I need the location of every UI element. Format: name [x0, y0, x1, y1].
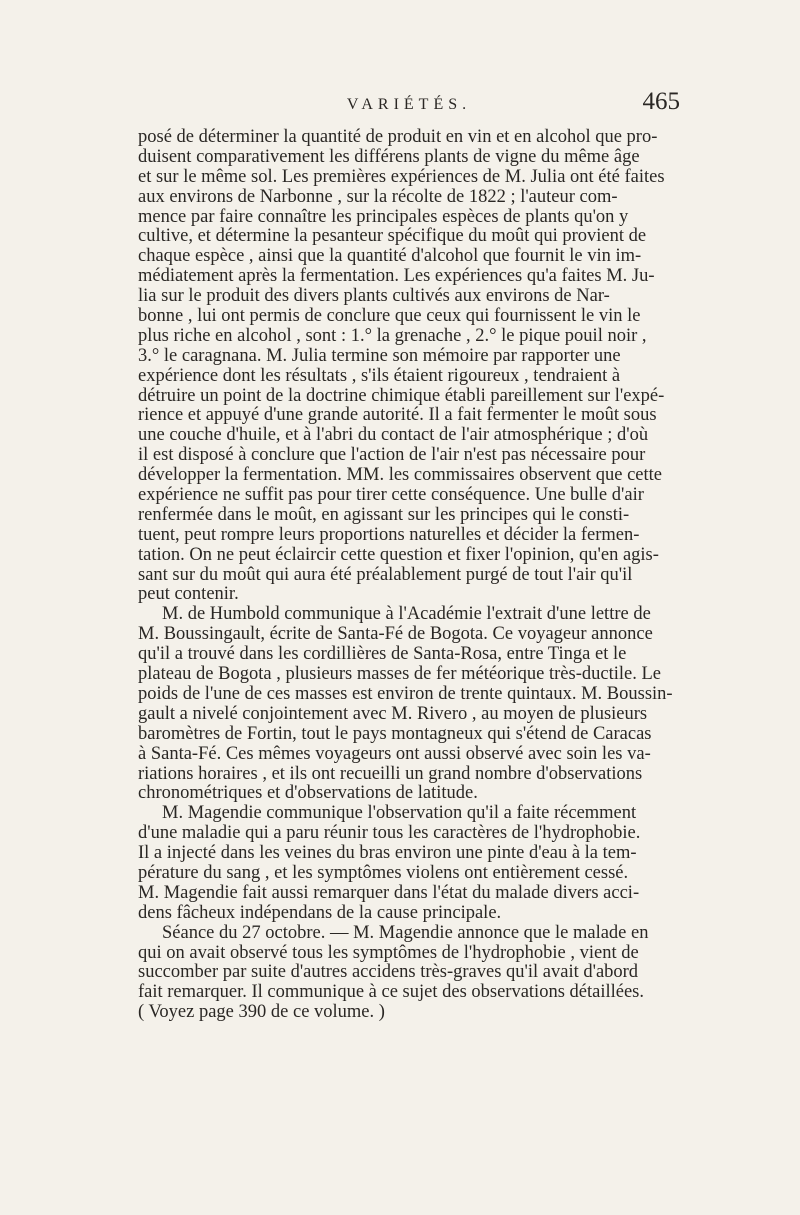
text-line: rience et appuyé d'une grande autorité. Il a fait fermenter le moût sous	[138, 406, 657, 426]
text-line: sant sur du moût qui aura été préalablement purgé de tout l'air qu'il	[138, 565, 633, 585]
text-line: chronométriques et d'observations de latitude.	[138, 784, 478, 804]
text-line: plateau de Bogota , plusieurs masses de fer météorique très-ductile. Le	[138, 665, 661, 685]
text-line: renfermée dans le moût, en agissant sur les principes qui le consti-	[138, 505, 630, 525]
text-line: mence par faire connaître les principales espèces de plants qu'on y	[138, 207, 629, 227]
text-line: et sur le même sol. Les premières expériences de M. Julia ont été faites	[138, 167, 665, 187]
text-line: bonne , lui ont permis de conclure que ceux qui fournissent le vin le	[138, 307, 641, 327]
text-line: tation. On ne peut éclaircir cette question et fixer l'opinion, qu'en agis-	[138, 545, 659, 565]
text-line: expérience ne suffit pas pour tirer cette conséquence. Une bulle d'air	[138, 486, 644, 506]
text-line: cultive, et détermine la pesanteur spécifique du moût qui provient de	[138, 227, 647, 247]
text-line: posé de déterminer la quantité de produit en vin et en alcohol que pro-	[138, 128, 658, 147]
text-line: 3.° le caragnana. M. Julia termine son mémoire par rapporter une	[138, 346, 621, 366]
text-line: qui on avait observé tous les symptômes de l'hydrophobie , vient de	[138, 943, 639, 963]
text-line: qu'il a trouvé dans les cordillières de Santa-Rosa, entre Tinga et le	[138, 645, 627, 665]
text-line: médiatement après la fermentation. Les expériences qu'a faites M. Ju-	[138, 267, 655, 287]
text-line: d'une maladie qui a paru réunir tous les caractères de l'hydrophobie.	[138, 824, 641, 844]
page-header	[138, 88, 680, 128]
text-line: succomber par suite d'autres accidens très-graves qu'il avait d'abord	[138, 963, 639, 983]
page-number: 465	[642, 88, 680, 115]
text-line: ( Voyez page 390 de ce volume. )	[138, 1003, 385, 1023]
text-line: tuent, peut rompre leurs proportions naturelles et décider la fermen-	[138, 525, 640, 545]
text-line: peut contenir.	[138, 585, 239, 605]
text-line: poids de l'une de ces masses est environ de trente quintaux. M. Boussin-	[138, 684, 673, 704]
text-line: une couche d'huile, et à l'abri du contact de l'air atmosphérique ; d'où	[138, 426, 649, 446]
text-line: riations horaires , et ils ont recueilli un grand nombre d'observations	[138, 764, 643, 784]
text-line: baromètres de Fortin, tout le pays montagneux qui s'étend de Caracas	[138, 724, 652, 744]
text-line: il est disposé à conclure que l'action de l'air n'est pas nécessaire pour	[138, 446, 646, 466]
text-line: aux environs de Narbonne , sur la récolte de 1822 ; l'auteur com-	[138, 187, 618, 207]
text-line: dens fâcheux indépendans de la cause principale.	[138, 903, 502, 923]
text-line: lia sur le produit des divers plants cultivés aux environs de Nar-	[138, 287, 610, 307]
text-line: M. de Humbold communique à l'Académie l'extrait d'une lettre de	[162, 605, 651, 625]
text-line: à Santa-Fé. Ces mêmes voyageurs ont aussi observé avec soin les va-	[138, 744, 651, 764]
running-head: VARIÉTÉS.	[346, 96, 472, 113]
text-line: détruire un point de la doctrine chimique établi pareillement sur l'expé-	[138, 386, 665, 406]
text-line: M. Boussingault, écrite de Santa-Fé de Bogota. Ce voyageur annonce	[138, 625, 653, 645]
text-line: M. Magendie fait aussi remarquer dans l'état du malade divers acci-	[138, 883, 640, 903]
text-line: Il a injecté dans les veines du bras environ une pinte d'eau à la tem-	[138, 844, 637, 864]
text-line: expérience dont les résultats , s'ils étaient rigoureux , tendraient à	[138, 366, 621, 386]
text-line: M. Magendie communique l'observation qu'il a faite récemment	[162, 804, 637, 824]
body-text	[138, 128, 682, 1023]
text-line: Séance du 27 octobre. — M. Magendie annonce que le malade en	[162, 923, 649, 943]
text-line: duisent comparativement les différens plants de vigne du même âge	[138, 147, 640, 167]
text-line: fait remarquer. Il communique à ce sujet des observations détaillées.	[138, 983, 645, 1003]
text-line: plus riche en alcohol , sont : 1.° la grenache , 2.° le pique pouil noir ,	[138, 326, 647, 346]
text-line: développer la fermentation. MM. les commissaires observent que cette	[138, 466, 662, 486]
text-line: gault a nivelé conjointement avec M. Rivero , au moyen de plusieurs	[138, 704, 648, 724]
text-line: chaque espèce , ainsi que la quantité d'alcohol que fournit le vin im-	[138, 247, 642, 267]
text-line: pérature du sang , et les symptômes violens ont entièrement cessé.	[138, 863, 629, 883]
